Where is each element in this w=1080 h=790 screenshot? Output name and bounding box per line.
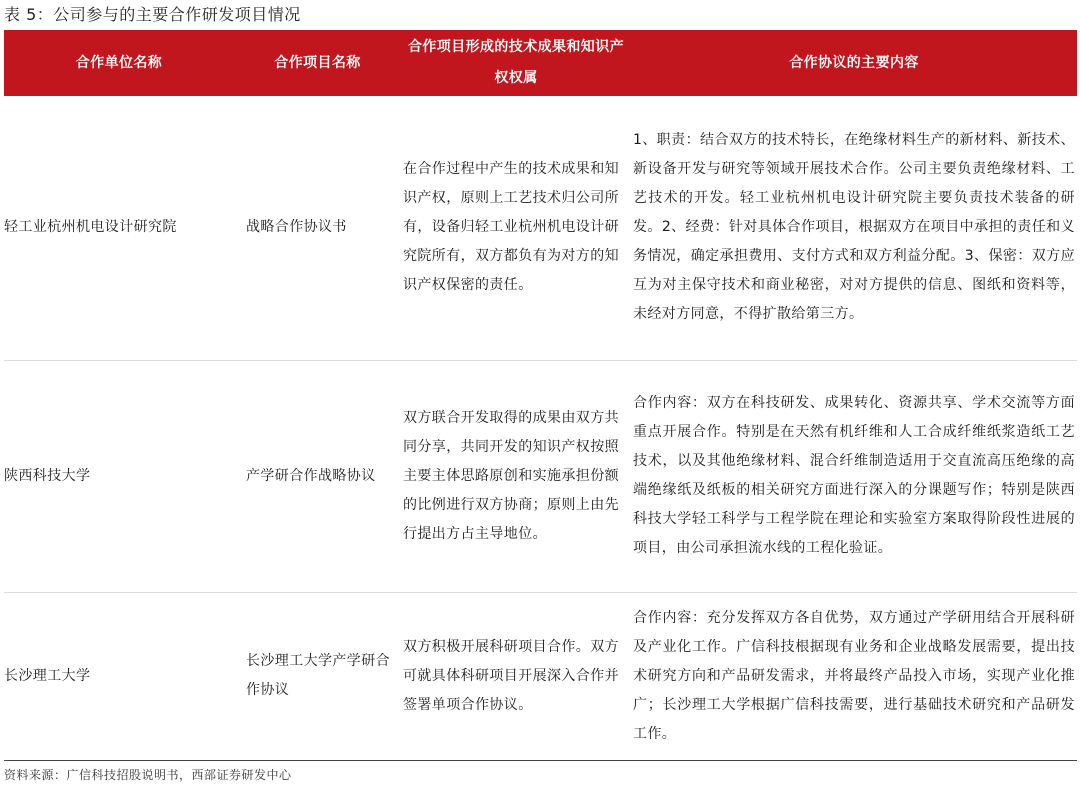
source-note: 资料来源：广信科技招股说明书，西部证券研发中心 [4,768,292,782]
cell-ip: 双方积极开展科研项目合作。双方可就具体科研项目开展深入合作并签署单项合作协议。 [401,592,631,760]
cell-ip: 双方联合开发取得的成果由双方共同分享，共同开发的知识产权按照主要主体思路原创和实施承担份额的比例进行双方协商；原则上由先行提出方占主导地位。 [401,360,631,592]
table-row [4,592,1077,760]
header-project: 合作项目名称 [234,30,401,96]
cooperation-table [4,30,1077,761]
cell-content: 合作内容：充分发挥双方各自优势，双方通过产学研用结合开展科研及产业化工作。广信科技根据现有业务和企业战略发展需要，提出技术研究方向和产品研发需求，并将最终产品投入市场，实现产业化推广；长沙理工大学根据广信科技需要，进行基础技术研究和产品研发工作。 [631,592,1077,760]
cell-partner: 轻工业杭州机电设计研究院 [4,96,234,360]
cell-partner: 陕西科技大学 [4,360,234,592]
header-partner: 合作单位名称 [4,30,234,96]
cell-content: 合作内容：双方在科技研发、成果转化、资源共享、学术交流等方面重点开展合作。特别是在天然有机纤维和人工合成纤维纸浆造纸工艺技术，以及其他绝缘材料、混合纤维制造适用于交直流高压绝缘的高端绝缘纸及纸板的相关研究方面进行深入的分课题写作；特别是陕西科技大学轻工科学与工程学院在理论和实验室方案取得阶段性进展的项目，由公司承担流水线的工程化验证。 [631,360,1077,592]
cell-partner: 长沙理工大学 [4,592,234,760]
cell-project: 长沙理工大学产学研合作协议 [234,592,401,760]
table-caption: 表 5：公司参与的主要合作研发项目情况 [4,5,301,24]
cell-project: 战略合作协议书 [234,96,401,360]
table-header-row [4,30,1077,96]
header-ip: 合作项目形成的技术成果和知识产权权属 [401,30,631,96]
table-row [4,360,1077,592]
cell-content: 1、职责：结合双方的技术特长，在绝缘材料生产的新材料、新技术、新设备开发与研究等领域开展技术合作。公司主要负责绝缘材料、工艺技术的开发。轻工业杭州机电设计研究院主要负责技术装备的研发。2、经费：针对具体合作项目，根据双方在项目中承担的责任和义务情况，确定承担费用、支付方式和双方利益分配。3、保密：双方应互为对主保守技术和商业秘密，对对方提供的信息、图纸和资料等，未经对方同意，不得扩散给第三方。 [631,96,1077,360]
cell-project: 产学研合作战略协议 [234,360,401,592]
table-row [4,96,1077,360]
header-content: 合作协议的主要内容 [631,30,1077,96]
cell-ip: 在合作过程中产生的技术成果和知识产权，原则上工艺技术归公司所有，设备归轻工业杭州机电设计研究院所有，双方都负有为对方的知识产权保密的责任。 [401,96,631,360]
